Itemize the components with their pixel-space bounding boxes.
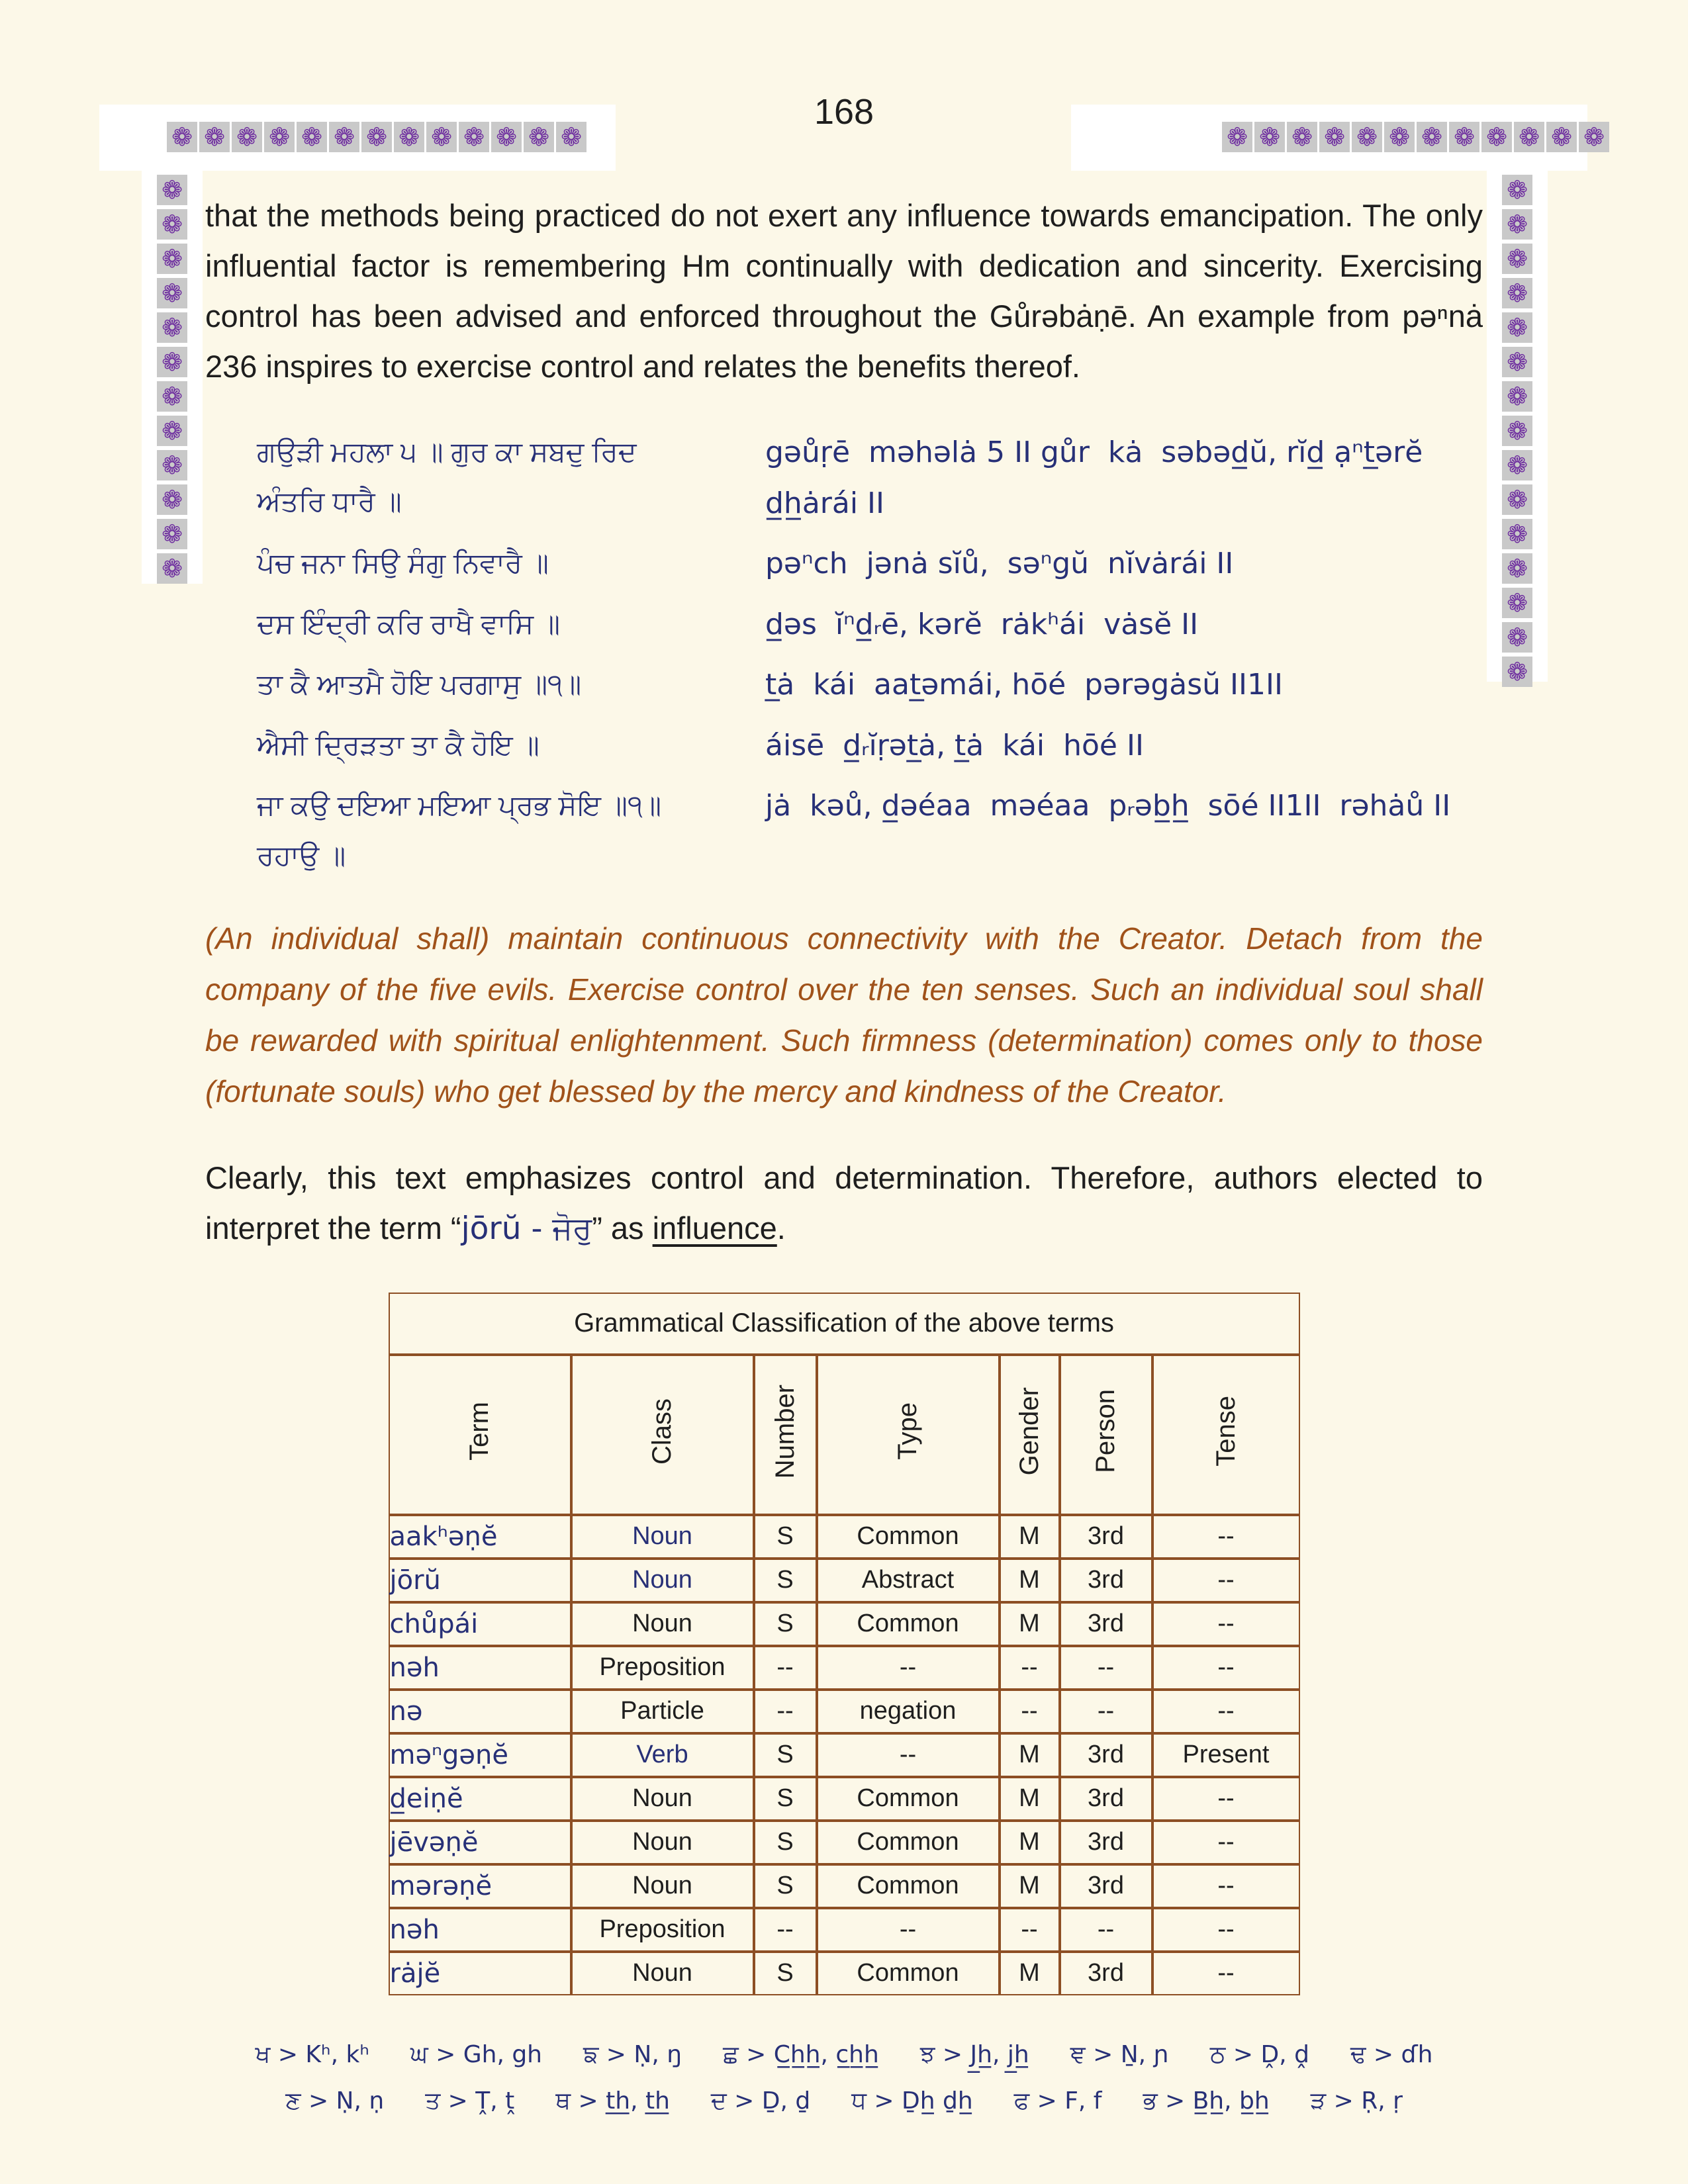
column-header-person: Person — [1060, 1355, 1152, 1515]
intro-paragraph: that the methods being practiced do not exert any influence towards emancipation. The only influential factor is remembering Hm continually with dedication and sincerity. Exercising control has been advised and enforced throughout the Gůrəbȧṇē. An example from pəⁿnȧ 236 inspires to exercise control and relates the benefits thereof. — [205, 198, 1483, 385]
cell-person: -- — [1060, 1646, 1152, 1690]
cell-tense: -- — [1152, 1952, 1300, 1995]
column-header-class: Class — [571, 1355, 754, 1515]
cell-term: rȧjĕ — [389, 1952, 571, 1995]
influence-underlined: influence — [652, 1210, 777, 1246]
cell-number: S — [754, 1602, 817, 1646]
gurmukhi-line: ਗਉੜੀ ਮਹਲਾ ੫ ॥ ਗੁਰ ਕਾ ਸਬਦੁ ਰਿਦ ਅੰਤਰਿ ਧਾਰੈ ॥ — [257, 435, 637, 518]
gurmukhi-line: ਜਾ ਕਉ ਦਇਆ ਮਇਆ ਪ੍ਰਭ ਸੋਇ ॥੧॥ ਰਹਾਉ ॥ — [257, 790, 662, 871]
flower-icon: ❁ — [329, 122, 359, 152]
flower-icon: ❁ — [157, 244, 187, 274]
legend-entry: ਧ > Ḏh̲ ḏh̲ — [851, 2087, 973, 2115]
verse-row — [257, 780, 1483, 880]
cell-tense: -- — [1152, 1559, 1300, 1602]
cell-class: Noun — [571, 1515, 754, 1559]
flower-icon: ❁ — [426, 122, 457, 152]
cell-tense: -- — [1152, 1864, 1300, 1908]
flower-icon: ❁ — [1502, 347, 1532, 377]
legend-entry: ਖ > Kʰ, kʰ — [255, 2040, 369, 2068]
flower-icon: ❁ — [157, 450, 187, 480]
cell-type: negation — [817, 1690, 1000, 1733]
cell-type: Common — [817, 1515, 1000, 1559]
flower-icon: ❁ — [1254, 122, 1285, 152]
cell-term: jēvəṇĕ — [389, 1821, 571, 1864]
cell-class: Noun — [571, 1602, 754, 1646]
flower-icon: ❁ — [1502, 244, 1532, 274]
column-header-tense: Tense — [1152, 1355, 1300, 1515]
flower-icon: ❁ — [157, 416, 187, 446]
legend-entry: ੜ > Ṛ, ṛ — [1310, 2087, 1403, 2115]
page-content — [205, 191, 1483, 2128]
column-header-term: Term — [389, 1355, 571, 1515]
flower-icon: ❁ — [264, 122, 295, 152]
table-row — [389, 1602, 1300, 1646]
cell-number: S — [754, 1821, 817, 1864]
cell-person: 3rd — [1060, 1952, 1152, 1995]
cell-tense: -- — [1152, 1646, 1300, 1690]
flower-icon: ❁ — [1502, 622, 1532, 653]
table-row — [389, 1821, 1300, 1864]
flower-icon: ❁ — [1502, 588, 1532, 618]
cell-person: 3rd — [1060, 1559, 1152, 1602]
flower-icon: ❁ — [297, 122, 327, 152]
verse-row — [257, 538, 1483, 589]
cell-person: 3rd — [1060, 1602, 1152, 1646]
cell-tense: -- — [1152, 1821, 1300, 1864]
legend-row-1 — [205, 2036, 1483, 2073]
cell-tense: Present — [1152, 1733, 1300, 1777]
cell-person: 3rd — [1060, 1777, 1152, 1821]
flower-icon: ❁ — [157, 347, 187, 377]
flower-icon: ❁ — [491, 122, 522, 152]
cell-gender: -- — [1000, 1646, 1060, 1690]
cell-class: Noun — [571, 1821, 754, 1864]
flower-border-right-column — [1502, 175, 1532, 687]
table-row — [389, 1908, 1300, 1952]
cell-number: S — [754, 1733, 817, 1777]
legend-entry: ਙ > Ṇ, ŋ — [583, 2040, 682, 2068]
flower-icon: ❁ — [1287, 122, 1317, 152]
legend-entry: ਝ > J̲h̲, j̲h̲ — [919, 2040, 1029, 2068]
legend-entry: ਭ > B̲h̲, b̲h̲ — [1143, 2087, 1270, 2115]
flower-icon: ❁ — [1502, 175, 1532, 205]
table-row — [389, 1733, 1300, 1777]
term-joru: jōrŭ - ਜੋਰੁ — [461, 1210, 592, 1247]
legend-row-2 — [205, 2083, 1483, 2120]
cell-number: S — [754, 1777, 817, 1821]
cell-type: Common — [817, 1821, 1000, 1864]
verse-section — [205, 427, 1483, 881]
cell-number: -- — [754, 1690, 817, 1733]
flower-icon: ❁ — [1502, 278, 1532, 308]
flower-icon: ❁ — [524, 122, 554, 152]
flower-icon: ❁ — [157, 209, 187, 240]
cell-class: Noun — [571, 1952, 754, 1995]
cell-class: Noun — [571, 1864, 754, 1908]
closing-text-after: ” as — [592, 1210, 653, 1246]
legend-entry: ਢ > ɗh — [1350, 2040, 1433, 2068]
cell-number: S — [754, 1559, 817, 1602]
cell-person: 3rd — [1060, 1821, 1152, 1864]
legend-entry: ਦ > Ḏ, ḏ — [710, 2087, 811, 2115]
flower-icon: ❁ — [1502, 450, 1532, 480]
cell-gender: -- — [1000, 1908, 1060, 1952]
cell-gender: M — [1000, 1733, 1060, 1777]
flower-icon: ❁ — [1417, 122, 1447, 152]
cell-type: Common — [817, 1777, 1000, 1821]
transliteration-line: t̲ȧ kái aat̲əmái, hōé pərəgȧsŭ II1II — [765, 668, 1283, 702]
cell-class: Preposition — [571, 1646, 754, 1690]
gurmukhi-line: ਦਸ ਇੰਦ੍ਰੀ ਕਰਿ ਰਾਖੈ ਵਾਸਿ ॥ — [257, 608, 561, 639]
cell-person: 3rd — [1060, 1515, 1152, 1559]
cell-type: -- — [817, 1646, 1000, 1690]
flower-icon: ❁ — [167, 122, 197, 152]
cell-tense: -- — [1152, 1777, 1300, 1821]
cell-gender: M — [1000, 1864, 1060, 1908]
flower-icon: ❁ — [1502, 416, 1532, 446]
cell-term: nəh — [389, 1908, 571, 1952]
cell-type: Common — [817, 1602, 1000, 1646]
flower-icon: ❁ — [157, 553, 187, 584]
page-number: 168 — [814, 92, 874, 132]
cell-term: mərəṇĕ — [389, 1864, 571, 1908]
flower-icon: ❁ — [157, 484, 187, 515]
flower-icon: ❁ — [1502, 484, 1532, 515]
legend-entry: ਣ > Ṇ, ṇ — [285, 2087, 385, 2115]
legend-entry: ਫ > F, f — [1013, 2087, 1102, 2115]
flower-icon: ❁ — [394, 122, 424, 152]
closing-paragraph — [205, 1153, 1483, 1254]
flower-icon: ❁ — [1222, 122, 1252, 152]
flower-icon: ❁ — [1449, 122, 1479, 152]
flower-icon: ❁ — [1502, 657, 1532, 687]
closing-period: . — [776, 1210, 786, 1246]
flower-icon: ❁ — [1579, 122, 1609, 152]
cell-gender: M — [1000, 1515, 1060, 1559]
flower-icon: ❁ — [232, 122, 262, 152]
cell-number: S — [754, 1952, 817, 1995]
legend-entry: ਛ > C̲h̲h̲, c̲h̲h̲ — [723, 2040, 879, 2068]
cell-gender: -- — [1000, 1690, 1060, 1733]
closing-text-before: Clearly, this text emphasizes control and determination. Therefore, authors elected to interpret the term “ — [205, 1160, 1483, 1246]
flower-border-left-column — [157, 175, 187, 584]
cell-type: -- — [817, 1733, 1000, 1777]
cell-gender: M — [1000, 1952, 1060, 1995]
flower-icon: ❁ — [1546, 122, 1577, 152]
cell-number: S — [754, 1864, 817, 1908]
verse-row — [257, 599, 1483, 650]
flower-icon: ❁ — [157, 381, 187, 412]
cell-tense: -- — [1152, 1515, 1300, 1559]
cell-class: Particle — [571, 1690, 754, 1733]
flower-icon: ❁ — [157, 519, 187, 549]
flower-icon: ❁ — [1502, 209, 1532, 240]
transliteration-line: d̲əs ĭⁿd̲ᵣē, kərĕ rȧkʰái vȧsĕ II — [765, 607, 1199, 641]
flower-icon: ❁ — [1502, 381, 1532, 412]
flower-icon: ❁ — [199, 122, 230, 152]
legend-entry: ਠ > Ḓ, ḓ — [1209, 2040, 1309, 2068]
transliteration-line: pəⁿch jənȧ sĭů, səⁿgŭ nĭvȧrái II — [765, 547, 1234, 581]
table-row — [389, 1690, 1300, 1733]
column-header-number: Number — [754, 1355, 817, 1515]
cell-term: jōrŭ — [389, 1559, 571, 1602]
cell-type: Common — [817, 1864, 1000, 1908]
table-row — [389, 1515, 1300, 1559]
cell-term: chůpái — [389, 1602, 571, 1646]
flower-icon: ❁ — [157, 278, 187, 308]
legend-entry: ਞ > Ṉ, ɲ — [1070, 2040, 1169, 2068]
grammar-classification-table — [389, 1293, 1300, 1995]
gurmukhi-line: ਪੰਚ ਜਨਾ ਸਿਉ ਸੰਗੁ ਨਿਵਾਰੈ ॥ — [257, 547, 549, 579]
cell-class: Preposition — [571, 1908, 754, 1952]
gurmukhi-line: ਐਸੀ ਦ੍ਰਿੜਤਾ ਤਾ ਕੈ ਹੋਇ ॥ — [257, 729, 539, 760]
column-header-gender: Gender — [1000, 1355, 1060, 1515]
column-header-type: Type — [817, 1355, 1000, 1515]
cell-person: -- — [1060, 1690, 1152, 1733]
cell-type: Common — [817, 1952, 1000, 1995]
table-header-row — [389, 1355, 1300, 1515]
gurmukhi-line: ਤਾ ਕੈ ਆਤਮੈ ਹੋਇ ਪਰਗਾਸੁ ॥੧॥ — [257, 668, 582, 700]
flower-icon: ❁ — [1384, 122, 1415, 152]
flower-icon: ❁ — [1514, 122, 1544, 152]
cell-gender: M — [1000, 1821, 1060, 1864]
flower-icon: ❁ — [1502, 312, 1532, 343]
cell-gender: M — [1000, 1602, 1060, 1646]
cell-gender: M — [1000, 1559, 1060, 1602]
cell-class: Verb — [571, 1733, 754, 1777]
cell-type: Abstract — [817, 1559, 1000, 1602]
verse-row — [257, 427, 1483, 529]
table-row — [389, 1864, 1300, 1908]
flower-icon: ❁ — [1481, 122, 1512, 152]
translation-paragraph: (An individual shall) maintain continuous connectivity with the Creator. Detach from the company of the five evils. Exercise control over the ten senses. Such an individual soul shall be rewarded with spiritual enlightenment. Such firmness (determination) comes only to those (fortunate souls) who get blessed by the mercy and kindness of the Creator. — [205, 921, 1483, 1109]
cell-number: -- — [754, 1908, 817, 1952]
flower-icon: ❁ — [556, 122, 586, 152]
cell-person: 3rd — [1060, 1733, 1152, 1777]
cell-number: -- — [754, 1646, 817, 1690]
table-row — [389, 1952, 1300, 1995]
cell-gender: M — [1000, 1777, 1060, 1821]
cell-term: məⁿgəṇĕ — [389, 1733, 571, 1777]
transliteration-line: gəůṛē məhəlȧ 5 II gůr kȧ səbəd̲ŭ, rĭd̲ ạⁿt̲ərĕ d̲h̲ȧrái II — [765, 435, 1442, 520]
legend-entry: ਘ > Gh, gh — [410, 2040, 542, 2068]
flower-icon: ❁ — [1502, 519, 1532, 549]
cell-term: d̲eiṇĕ — [389, 1777, 571, 1821]
flower-icon: ❁ — [361, 122, 392, 152]
verse-row — [257, 659, 1483, 710]
flower-icon: ❁ — [1319, 122, 1350, 152]
cell-term: nə — [389, 1690, 571, 1733]
flower-icon: ❁ — [459, 122, 489, 152]
legend-entry: ਤ > Ṱ, ṱ — [425, 2087, 515, 2115]
cell-class: Noun — [571, 1559, 754, 1602]
table-title: Grammatical Classification of the above terms — [389, 1293, 1300, 1355]
transliteration-line: jȧ kəů, d̲əéaa məéaa pᵣəb̲h̲ sōé II1II rəhȧů II — [765, 789, 1451, 823]
cell-class: Noun — [571, 1777, 754, 1821]
cell-tense: -- — [1152, 1602, 1300, 1646]
flower-icon: ❁ — [1502, 553, 1532, 584]
cell-term: aakʰəṇĕ — [389, 1515, 571, 1559]
table-row — [389, 1559, 1300, 1602]
flower-icon: ❁ — [1352, 122, 1382, 152]
table-row — [389, 1646, 1300, 1690]
cell-person: 3rd — [1060, 1864, 1152, 1908]
cell-tense: -- — [1152, 1908, 1300, 1952]
transliteration-legend — [205, 2036, 1483, 2120]
flower-icon: ❁ — [157, 312, 187, 343]
cell-term: nəh — [389, 1646, 571, 1690]
verse-row — [257, 720, 1483, 771]
cell-number: S — [754, 1515, 817, 1559]
cell-type: -- — [817, 1908, 1000, 1952]
cell-tense: -- — [1152, 1690, 1300, 1733]
transliteration-line: áisē d̲ᵣĭṛət̲ȧ, t̲ȧ kái hōé II — [765, 728, 1144, 762]
cell-person: -- — [1060, 1908, 1152, 1952]
flower-icon: ❁ — [157, 175, 187, 205]
legend-entry: ਥ > t̲h̲, t̲h̲ — [555, 2087, 670, 2115]
table-row — [389, 1777, 1300, 1821]
